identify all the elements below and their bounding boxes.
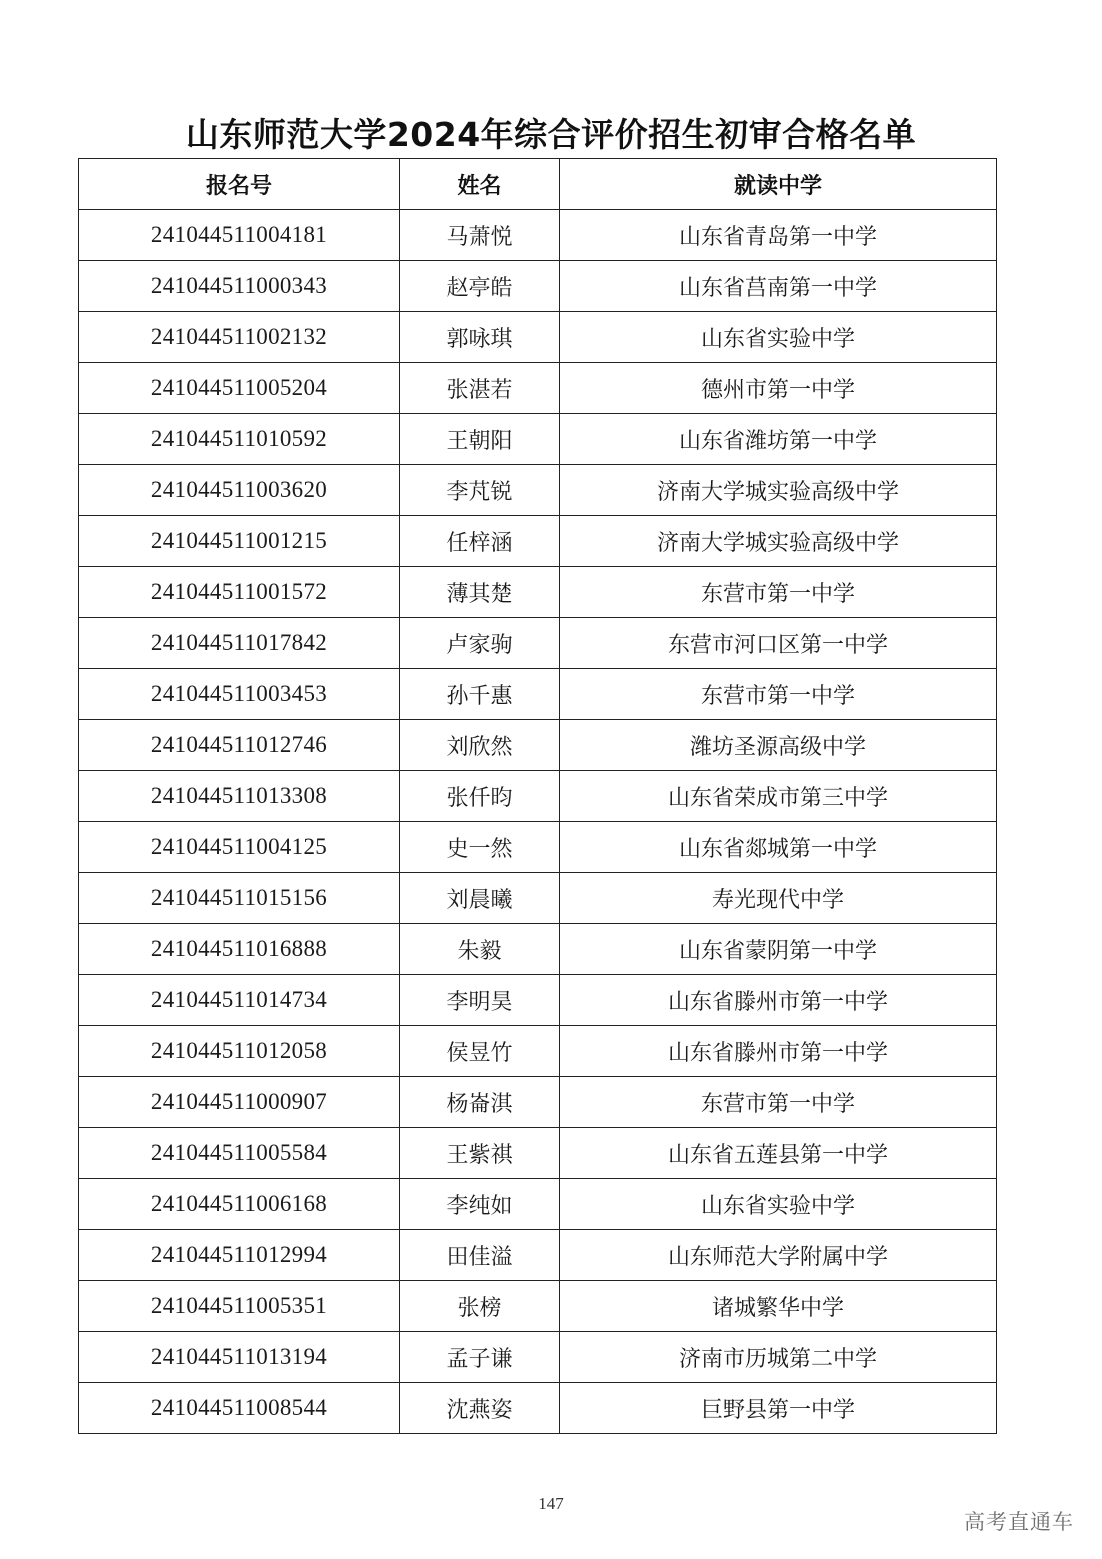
cell-school: 山东省潍坊第一中学 (560, 414, 997, 465)
cell-school: 山东省滕州市第一中学 (560, 975, 997, 1026)
cell-student-name: 王紫祺 (400, 1128, 560, 1179)
cell-school: 山东省莒南第一中学 (560, 261, 997, 312)
table-row (79, 720, 997, 771)
cell-student-name: 任梓涵 (400, 516, 560, 567)
cell-reg-no: 241044511000907 (79, 1077, 400, 1128)
cell-school: 潍坊圣源高级中学 (560, 720, 997, 771)
cell-reg-no: 241044511001572 (79, 567, 400, 618)
table-row (79, 261, 997, 312)
cell-school: 济南大学城实验高级中学 (560, 465, 997, 516)
cell-student-name: 马萧悦 (400, 210, 560, 261)
cell-student-name: 卢家驹 (400, 618, 560, 669)
table-row (79, 924, 997, 975)
table-row (79, 312, 997, 363)
table-row (79, 1332, 997, 1383)
cell-reg-no: 241044511000343 (79, 261, 400, 312)
table-row (79, 873, 997, 924)
cell-school: 山东省实验中学 (560, 1179, 997, 1230)
cell-reg-no: 241044511005351 (79, 1281, 400, 1332)
cell-reg-no: 241044511017842 (79, 618, 400, 669)
cell-reg-no: 241044511010592 (79, 414, 400, 465)
cell-reg-no: 241044511004125 (79, 822, 400, 873)
cell-reg-no: 241044511012994 (79, 1230, 400, 1281)
cell-reg-no: 241044511008544 (79, 1383, 400, 1434)
cell-student-name: 孙千惠 (400, 669, 560, 720)
cell-reg-no: 241044511013194 (79, 1332, 400, 1383)
table-row (79, 822, 997, 873)
table-row (79, 1026, 997, 1077)
cell-student-name: 张湛若 (400, 363, 560, 414)
watermark-logo-text: 高考直通车 (964, 1510, 1074, 1534)
cell-reg-no: 241044511005204 (79, 363, 400, 414)
table-row (79, 1128, 997, 1179)
cell-student-name: 张榜 (400, 1281, 560, 1332)
cell-school: 山东省蒙阴第一中学 (560, 924, 997, 975)
cell-school: 寿光现代中学 (560, 873, 997, 924)
cell-school: 济南大学城实验高级中学 (560, 516, 997, 567)
document-title: 山东师范大学2024年综合评价招生初审合格名单 (185, 115, 917, 154)
table-row (79, 618, 997, 669)
table-row (79, 465, 997, 516)
cell-school: 山东省滕州市第一中学 (560, 1026, 997, 1077)
cell-student-name: 史一然 (400, 822, 560, 873)
cell-reg-no: 241044511015156 (79, 873, 400, 924)
table-row (79, 414, 997, 465)
cell-reg-no: 241044511005584 (79, 1128, 400, 1179)
table-header (79, 159, 997, 210)
table-row (79, 1077, 997, 1128)
table-row (79, 975, 997, 1026)
cell-reg-no: 241044511012746 (79, 720, 400, 771)
cell-student-name: 刘欣然 (400, 720, 560, 771)
header-school: 就读中学 (560, 159, 997, 210)
cell-student-name: 朱毅 (400, 924, 560, 975)
cell-school: 山东省荣成市第三中学 (560, 771, 997, 822)
admission-list-table (78, 158, 997, 1434)
cell-student-name: 赵亭皓 (400, 261, 560, 312)
cell-reg-no: 241044511002132 (79, 312, 400, 363)
cell-school: 东营市第一中学 (560, 1077, 997, 1128)
cell-reg-no: 241044511016888 (79, 924, 400, 975)
cell-reg-no: 241044511012058 (79, 1026, 400, 1077)
table-row (79, 516, 997, 567)
cell-student-name: 薄其楚 (400, 567, 560, 618)
cell-student-name: 李明昊 (400, 975, 560, 1026)
cell-school: 山东师范大学附属中学 (560, 1230, 997, 1281)
cell-student-name: 侯昱竹 (400, 1026, 560, 1077)
header-reg-no: 报名号 (79, 159, 400, 210)
cell-student-name: 刘晨曦 (400, 873, 560, 924)
cell-student-name: 孟子谦 (400, 1332, 560, 1383)
cell-reg-no: 241044511014734 (79, 975, 400, 1026)
cell-student-name: 李纯如 (400, 1179, 560, 1230)
cell-reg-no: 241044511013308 (79, 771, 400, 822)
table-row (79, 1281, 997, 1332)
cell-student-name: 李芃锐 (400, 465, 560, 516)
table-row (79, 567, 997, 618)
cell-school: 巨野县第一中学 (560, 1383, 997, 1434)
table-row (79, 771, 997, 822)
page-number: 147 (538, 1494, 564, 1513)
cell-student-name: 沈燕姿 (400, 1383, 560, 1434)
table-header-row (79, 159, 997, 210)
cell-school: 东营市第一中学 (560, 669, 997, 720)
header-name: 姓名 (400, 159, 560, 210)
cell-student-name: 张仟昀 (400, 771, 560, 822)
cell-school: 东营市河口区第一中学 (560, 618, 997, 669)
table-row (79, 210, 997, 261)
cell-school: 山东省五莲县第一中学 (560, 1128, 997, 1179)
cell-reg-no: 241044511001215 (79, 516, 400, 567)
table-row (79, 1179, 997, 1230)
cell-school: 山东省青岛第一中学 (560, 210, 997, 261)
table-row (79, 669, 997, 720)
cell-student-name: 杨崙淇 (400, 1077, 560, 1128)
cell-school: 德州市第一中学 (560, 363, 997, 414)
table-row (79, 1383, 997, 1434)
cell-student-name: 王朝阳 (400, 414, 560, 465)
cell-school: 济南市历城第二中学 (560, 1332, 997, 1383)
table-body (79, 210, 997, 1434)
cell-reg-no: 241044511003620 (79, 465, 400, 516)
cell-reg-no: 241044511004181 (79, 210, 400, 261)
cell-student-name: 田佳溢 (400, 1230, 560, 1281)
cell-school: 山东省实验中学 (560, 312, 997, 363)
table-row (79, 363, 997, 414)
cell-reg-no: 241044511003453 (79, 669, 400, 720)
cell-student-name: 郭咏琪 (400, 312, 560, 363)
cell-reg-no: 241044511006168 (79, 1179, 400, 1230)
table-row (79, 1230, 997, 1281)
cell-school: 诸城繁华中学 (560, 1281, 997, 1332)
cell-school: 东营市第一中学 (560, 567, 997, 618)
cell-school: 山东省郯城第一中学 (560, 822, 997, 873)
